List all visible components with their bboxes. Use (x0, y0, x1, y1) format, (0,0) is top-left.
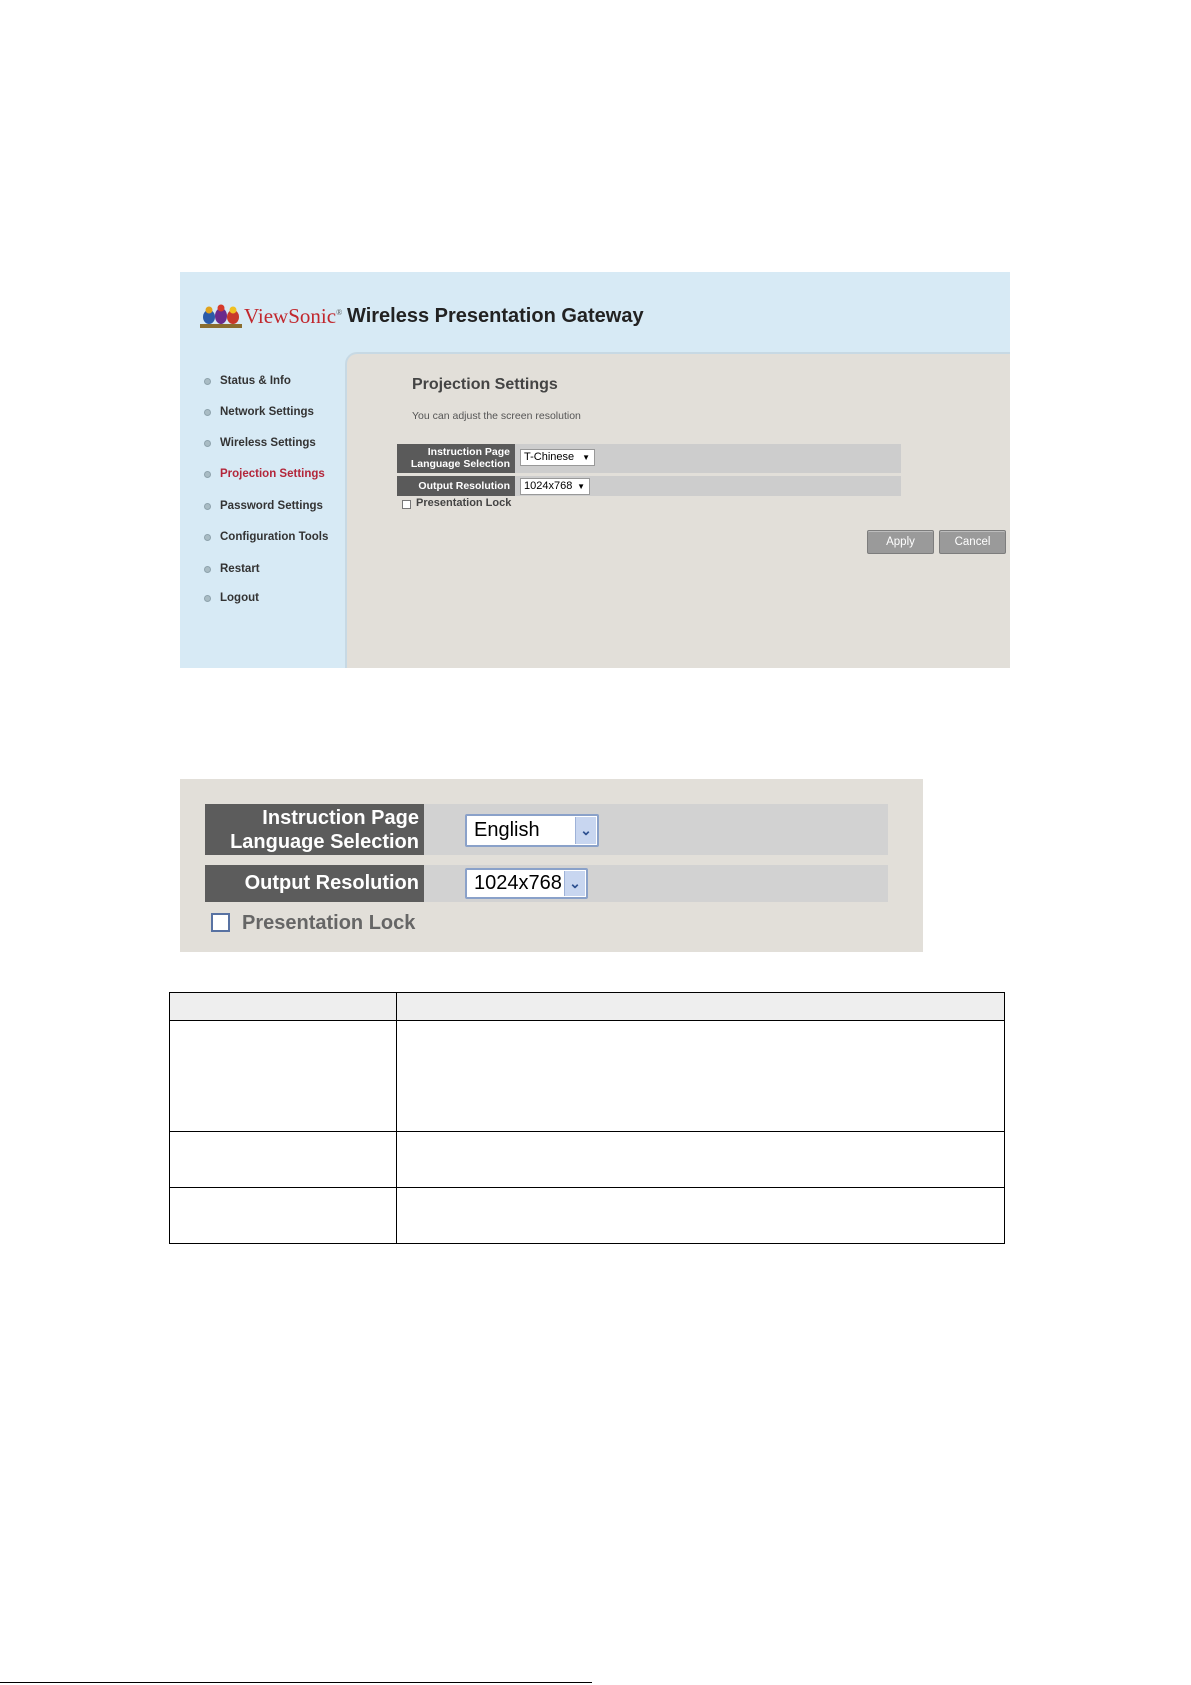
dropdown-arrow-icon: ▼ (582, 453, 590, 462)
sidebar-item-restart[interactable]: Restart (204, 563, 260, 575)
app-title: Wireless Presentation Gateway (347, 305, 644, 327)
bullet-icon (204, 566, 211, 573)
dropdown-arrow-icon: ▼ (577, 482, 585, 491)
presentation-lock-label: Presentation Lock (416, 497, 512, 509)
dropdown-arrow-icon: ⌄ (564, 871, 585, 896)
bullet-icon (204, 503, 211, 510)
bullet-icon (204, 471, 211, 478)
table-row (170, 1132, 1005, 1188)
main-panel (345, 352, 1010, 668)
table-cell (170, 1132, 397, 1188)
language-select[interactable]: English ⌄ (465, 814, 599, 847)
app-header (180, 272, 1010, 352)
bullet-icon (204, 534, 211, 541)
sidebar-item-network-settings[interactable]: Network Settings (204, 406, 314, 418)
footer-rule (0, 1682, 592, 1683)
dropdown-arrow-icon: ⌄ (575, 817, 596, 844)
sidebar-item-wireless-settings[interactable]: Wireless Settings (204, 437, 316, 449)
resolution-label: Output Resolution (205, 865, 424, 902)
resolution-select[interactable]: 1024x768 ⌄ (465, 868, 588, 899)
table-row (170, 1021, 1005, 1132)
table-header-cell (397, 993, 1005, 1021)
sidebar-item-configuration-tools[interactable]: Configuration Tools (204, 531, 328, 543)
sidebar-item-logout[interactable]: Logout (204, 592, 259, 604)
sidebar-item-status-info[interactable]: Status & Info (204, 375, 291, 387)
language-select[interactable]: T-Chinese ▼ (520, 449, 595, 466)
apply-button[interactable]: Apply (867, 530, 934, 554)
resolution-select[interactable]: 1024x768 ▼ (520, 478, 590, 495)
description-table (169, 992, 1005, 1244)
viewsonic-logo: ViewSonic® (200, 299, 342, 333)
table-cell (170, 1021, 397, 1132)
presentation-lock-checkbox[interactable] (402, 500, 411, 509)
page-description: You can adjust the screen resolution (412, 410, 581, 422)
table-cell (397, 1132, 1005, 1188)
sidebar-nav (180, 352, 344, 668)
bullet-icon (204, 440, 211, 447)
bullet-icon (204, 409, 211, 416)
table-header-row (170, 993, 1005, 1021)
sidebar-item-projection-settings[interactable]: Projection Settings (204, 468, 325, 480)
birds-logo-icon (200, 302, 242, 330)
language-label: Instruction Page Language Selection (205, 804, 424, 855)
bullet-icon (204, 378, 211, 385)
presentation-lock-checkbox[interactable] (211, 913, 230, 932)
cancel-button[interactable]: Cancel (939, 530, 1006, 554)
language-label: Instruction Page Language Selection (397, 444, 515, 473)
table-cell (170, 1188, 397, 1244)
sidebar-item-password-settings[interactable]: Password Settings (204, 500, 323, 512)
bullet-icon (204, 595, 211, 602)
table-row (170, 1188, 1005, 1244)
table-header-cell (170, 993, 397, 1021)
zoomed-settings-screenshot (180, 779, 923, 952)
resolution-label: Output Resolution (397, 476, 515, 496)
web-ui-screenshot (180, 272, 1010, 668)
table-cell (397, 1021, 1005, 1132)
page-title: Projection Settings (412, 376, 558, 393)
table-cell (397, 1188, 1005, 1244)
presentation-lock-label: Presentation Lock (242, 912, 416, 934)
